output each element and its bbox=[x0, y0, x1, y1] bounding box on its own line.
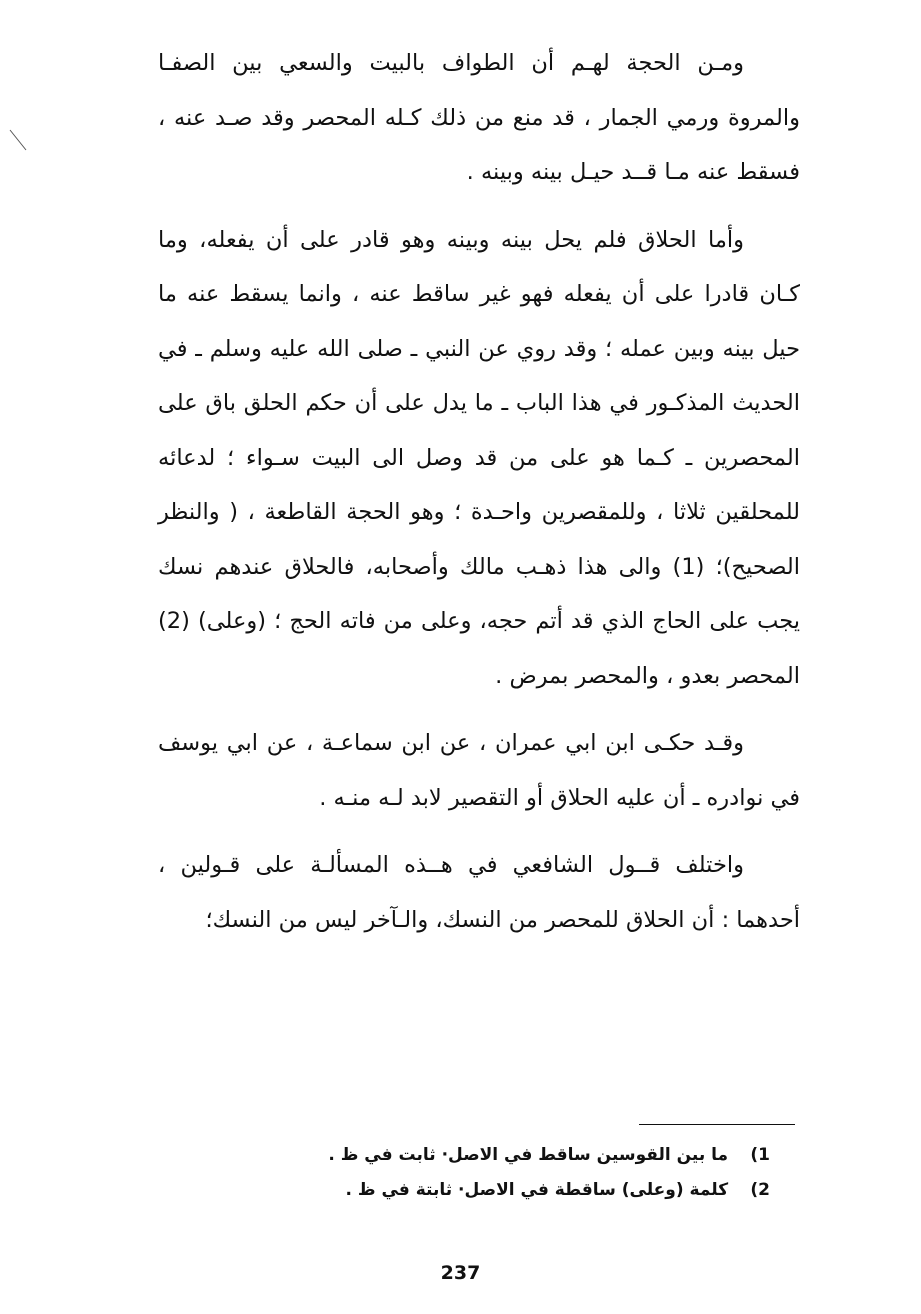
paragraph-1: ومـن الحجة لهـم أن الطواف بالبيت والسعي بين الصفـا والمروة ورمي الجمار ، قد منع من ذلك كـله المحصر وقد صـد عنه ، فسقط عنه مـا قــد حيـل بينه وبينه . bbox=[158, 50, 800, 185]
stray-pen-mark bbox=[6, 128, 30, 152]
paragraph-3: وقـد حكـى ابن ابي عمران ، عن ابن سماعـة ، عن ابي يوسف في نوادره ـ أن عليه الحلاق أو التقصير لابد لـه منـه . bbox=[158, 730, 800, 811]
footnotes bbox=[300, 1138, 770, 1208]
footnote-number: (1 bbox=[750, 1145, 770, 1165]
page-number: 237 bbox=[440, 1262, 481, 1284]
paragraph-2: وأما الحلاق فلم يحل بينه وبينه وهو قادر على أن يفعله، وما كـان قادرا على أن يفعله فهو غير ساقط عنه ، وانما يسقط عنه ما حيل بينه وبين عمله ؛ وقد روي عن النبي ـ صلى الله عليه وسلم ـ في الحديث المذكـور في هذا الباب ـ ما يدل على أن حكم الحلق باق على المحصرين ـ كـما هو على من قد وصل الى البيت سـواء ؛ لدعائه للمحلقين ثلاثا ، وللمقصرين واحـدة ؛ وهو الحجة القاطعة ، ( والنظر الصحيح)؛ (1) والى هذا ذهـب مالك وأصحابه، فالحلاق عندهم نسك يجب على الحاج الذي قد أتم حجه، وعلى من فاته الحج ؛ (وعلى) (2) المحصر بعدو ، والمحصر بمرض . bbox=[158, 226, 800, 689]
footnote-divider bbox=[639, 1124, 795, 1125]
footnote-text: ما بين القوسين ساقط في الاصل· ثابت في ظ . bbox=[328, 1145, 729, 1165]
footnote-number: (2 bbox=[750, 1180, 770, 1200]
footnote-text: كلمة (وعلى) ساقطة في الاصل· ثابتة في ظ . bbox=[345, 1180, 729, 1200]
paragraph-4: واختلف قــول الشافعي في هــذه المسألـة على قـولين ، أحدهما : أن الحلاق للمحصر من النسك، والـآخر ليس من النسك؛ bbox=[158, 852, 800, 933]
footnote-1 bbox=[300, 1138, 770, 1173]
footnote-2 bbox=[300, 1173, 770, 1208]
main-text bbox=[158, 36, 800, 960]
